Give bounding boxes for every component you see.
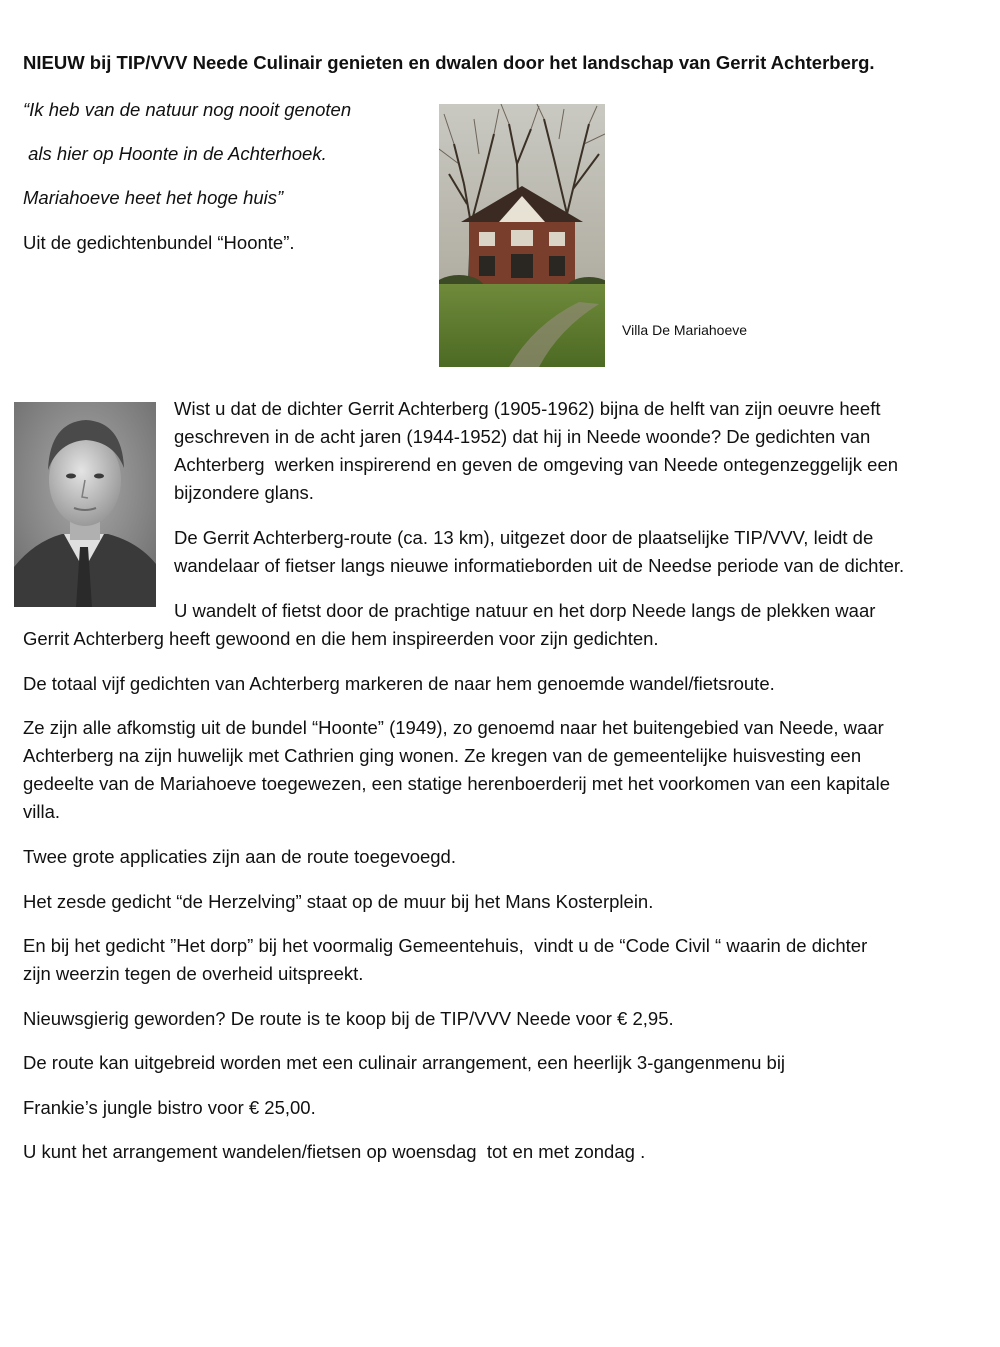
paragraph-9-line-1: Nieuwsgierig geworden? De route is te koop bij de TIP/VVV Neede voor € 2,95.: [23, 1008, 674, 1029]
paragraph-8-line-1: En bij het gedicht ”Het dorp” bij het voormalig Gemeentehuis, vindt u de “Code Civil “ waarin de dichter: [23, 935, 868, 956]
paragraph-7-line-1: Het zesde gedicht “de Herzelving” staat op de muur bij het Mans Kosterplein.: [23, 891, 654, 912]
quote-line-3: Mariahoeve heet het hoge huis”: [23, 187, 284, 208]
paragraph-1-line-2: geschreven in de acht jaren (1944-1952) dat hij in Neede woonde? De gedichten van: [174, 426, 871, 447]
paragraph-1-line-3: Achterberg werken inspirerend en geven de omgeving van Neede ontegenzeggelijk een: [174, 454, 899, 475]
paragraph-12-line-1: U kunt het arrangement wandelen/fietsen op woensdag tot en met zondag .: [23, 1141, 646, 1162]
villa-caption: Villa De Mariahoeve: [622, 322, 748, 338]
paragraph-5-line-3: gedeelte van de Mariahoeve toegewezen, een statige herenboerderij met het voorkomen van een kapitale: [23, 773, 890, 794]
paragraph-8-line-2: zijn weerzin tegen de overheid uitspreekt.: [23, 963, 364, 984]
portrait-photo: [14, 402, 156, 607]
paragraph-5-line-4: villa.: [23, 801, 61, 822]
quote-line-1: “Ik heb van de natuur nog nooit genoten: [23, 99, 352, 120]
quote-line-2: als hier op Hoonte in de Achterhoek.: [23, 143, 327, 164]
paragraph-2-line-2: wandelaar of fietser langs nieuwe informatieborden uit de Needse periode van de dichter.: [174, 555, 905, 576]
paragraph-1-line-1: Wist u dat de dichter Gerrit Achterberg (1905-1962) bijna de helft van zijn oeuvre heeft: [174, 398, 881, 419]
villa-photo: [439, 104, 605, 367]
paragraph-2-line-1: De Gerrit Achterberg-route (ca. 13 km), uitgezet door de plaatselijke TIP/VVV, leidt de: [174, 527, 874, 548]
paragraph-5-line-2: Achterberg na zijn huwelijk met Cathrien ging wonen. Ze kregen van de gemeentelijke huisvesting een: [23, 745, 862, 766]
quote-source: Uit de gedichtenbundel “Hoonte”.: [23, 232, 295, 253]
paragraph-10-line-1: De route kan uitgebreid worden met een culinair arrangement, een heerlijk 3-gangenmenu bij: [23, 1052, 786, 1073]
paragraph-6-line-1: Twee grote applicaties zijn aan de route toegevoegd.: [23, 846, 456, 867]
page-title: NIEUW bij TIP/VVV Neede Culinair genieten en dwalen door het landschap van Gerrit Achterberg.: [23, 52, 875, 73]
paragraph-3-line-2: Gerrit Achterberg heeft gewoond en die hem inspireerden voor zijn gedichten.: [23, 628, 659, 649]
paragraph-4-line-1: De totaal vijf gedichten van Achterberg markeren de naar hem genoemde wandel/fietsroute.: [23, 673, 775, 694]
paragraph-1-line-4: bijzondere glans.: [174, 482, 314, 503]
paragraph-11-line-1: Frankie’s jungle bistro voor € 25,00.: [23, 1097, 316, 1118]
paragraph-3-line-1: U wandelt of fietst door de prachtige natuur en het dorp Neede langs de plekken waar: [174, 600, 876, 621]
paragraph-5-line-1: Ze zijn alle afkomstig uit de bundel “Hoonte” (1949), zo genoemd naar het buitengebied van Neede, waar: [23, 717, 884, 738]
